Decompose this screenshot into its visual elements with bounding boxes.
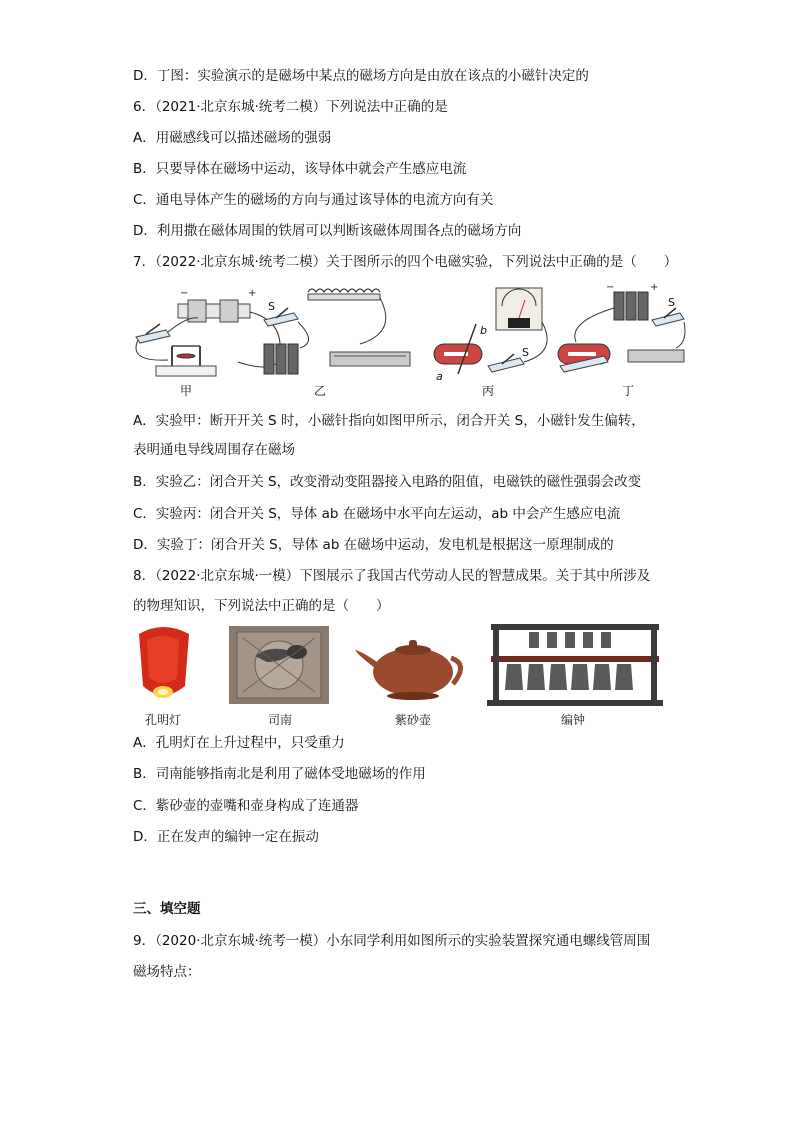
q9-stem-line1: 9．（2020·北京东城·统考一模）小东同学利用如图所示的实验装置探究通电螺线管周围 bbox=[133, 933, 651, 949]
caption-yi: 乙 bbox=[314, 384, 327, 398]
experiment-jia bbox=[136, 288, 280, 376]
sky-lantern-image bbox=[139, 627, 189, 698]
q8-option-d: D．正在发声的编钟一定在振动 bbox=[133, 829, 319, 845]
q6-option-b: B．只要导体在磁场中运动，该导体中就会产生感应电流 bbox=[133, 161, 467, 177]
conductor-end-b: b bbox=[480, 324, 487, 337]
switch-label-ding: S bbox=[668, 296, 675, 309]
q7-option-a: A．实验甲：断开开关 S 时，小磁针指向如图甲所示，闭合开关 S，小磁针发生偏转， bbox=[133, 413, 645, 429]
q9-stem-line2: 磁场特点： bbox=[133, 964, 201, 980]
q8-option-c: C．紫砂壶的壶嘴和壶身构成了连通器 bbox=[133, 798, 359, 814]
switch-label-bing: S bbox=[522, 346, 529, 359]
q6-option-a: A．用磁感线可以描述磁场的强弱 bbox=[133, 130, 332, 146]
q8-pictures bbox=[133, 622, 663, 712]
caption-sinan: 司南 bbox=[267, 713, 292, 727]
section-title: 三、填空题 bbox=[133, 901, 201, 917]
experiment-ding bbox=[558, 282, 685, 372]
conductor-end-a: a bbox=[436, 370, 443, 383]
battery-minus-label-ding: − bbox=[606, 282, 615, 293]
caption-bing: 丙 bbox=[482, 384, 495, 398]
caption-bianzhong: 编钟 bbox=[560, 713, 585, 727]
q7-option-d: D．实验丁：闭合开关 S，导体 ab 在磁场中运动，发电机是根据这一原理制成的 bbox=[133, 537, 614, 553]
q7-option-a-cont: 表明通电导线周围存在磁场 bbox=[133, 442, 295, 458]
experiment-yi bbox=[264, 289, 410, 374]
experiment-bing bbox=[434, 288, 547, 383]
switch-label-yi: S bbox=[268, 300, 275, 313]
q8-stem-line1: 8．（2022·北京东城·一模）下图展示了我国古代劳动人民的智慧成果。关于其中所涉及 bbox=[133, 568, 651, 584]
q7-option-b: B．实验乙：闭合开关 S，改变滑动变阻器接入电路的阻值，电磁铁的磁性强弱会改变 bbox=[133, 474, 642, 490]
caption-zisha-teapot: 紫砂壶 bbox=[394, 713, 431, 727]
zisha-teapot-image bbox=[355, 640, 461, 700]
caption-kongming-lantern: 孔明灯 bbox=[144, 713, 181, 727]
q7-stem: 7．（2022·北京东城·统考二模）关于图所示的四个电磁实验，下列说法中正确的是（ ） bbox=[133, 254, 678, 270]
caption-ding: 丁 bbox=[622, 384, 635, 398]
q6-option-c: C．通电导体产生的磁场的方向与通过该导体的电流方向有关 bbox=[133, 192, 494, 208]
q7-option-c: C．实验丙：闭合开关 S，导体 ab 在磁场中水平向左运动，ab 中会产生感应电流 bbox=[133, 506, 621, 522]
caption-jia: 甲 bbox=[180, 384, 193, 398]
q7-figure bbox=[128, 282, 688, 402]
sinan-compass-image bbox=[229, 626, 329, 704]
q8-option-b: B．司南能够指南北是利用了磁体受地磁场的作用 bbox=[133, 766, 426, 782]
q5-option-d: D．丁图：实验演示的是磁场中某点的磁场方向是由放在该点的小磁针决定的 bbox=[133, 68, 589, 84]
battery-plus-label-ding: + bbox=[650, 282, 659, 293]
bianzhong-bells-image bbox=[487, 624, 663, 706]
q8-option-a: A．孔明灯在上升过程中，只受重力 bbox=[133, 735, 345, 751]
q6-option-d: D．利用撒在磁体周围的铁屑可以判断该磁体周围各点的磁场方向 bbox=[133, 223, 522, 239]
battery-minus-label: − bbox=[180, 288, 189, 299]
q8-stem-line2: 的物理知识，下列说法中正确的是（ ） bbox=[133, 598, 390, 614]
battery-plus-label: + bbox=[248, 288, 257, 299]
q6-stem: 6．（2021·北京东城·统考二模）下列说法中正确的是 bbox=[133, 99, 448, 115]
